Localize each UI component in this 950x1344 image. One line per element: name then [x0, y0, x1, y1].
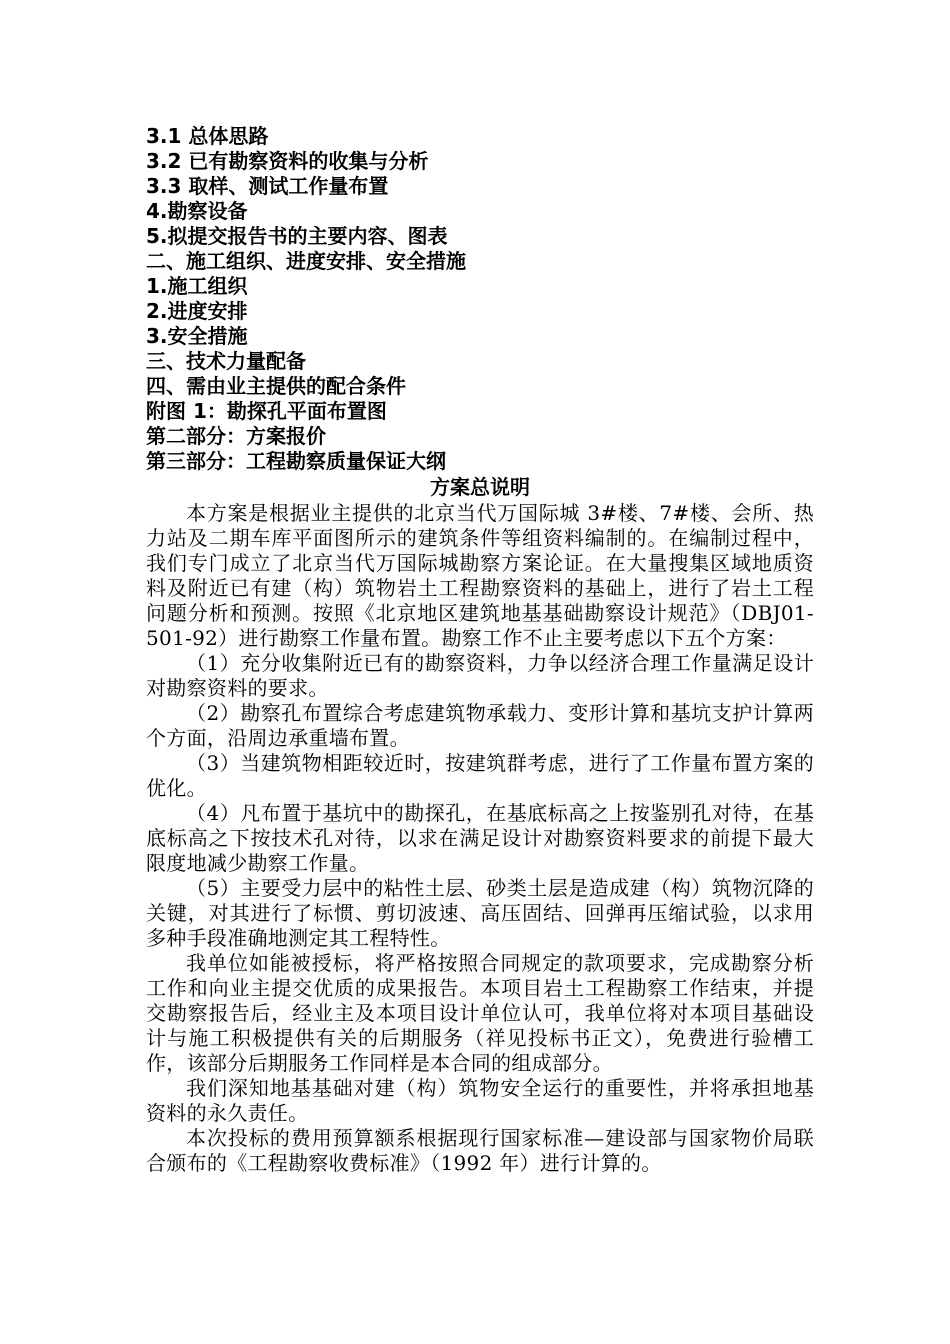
- toc-item: 3.1 总体思路: [146, 124, 269, 148]
- toc-item: 2.进度安排: [146, 299, 248, 323]
- toc-item: 4.勘察设备: [146, 199, 248, 223]
- toc-item: 三、技术力量配备: [146, 349, 306, 373]
- paragraph: 本方案是根据业主提供的北京当代万国际城 3#楼、7#楼、会所、热力站及二期车库平面图所示的建筑条件等组资料编制的。在编制过程中，我们专门成立了北京当代万国际城勘察方案论证。在大量搜集区域地质资料及附近已有建（构）筑物岩土工程勘察资料的基础上，进行了岩土工程问题分析和预测。按照《北京地区建筑地基基础勘察设计规范》（DBJ01-501-92）进行勘察工作量布置。勘察工作不止主要考虑以下五个方案：: [146, 501, 814, 650]
- paragraph: （2）勘察孔布置综合考虑建筑物承载力、变形计算和基坑支护计算两个方面，沿周边承重墙布置。: [146, 701, 814, 750]
- paragraph: （1）充分收集附近已有的勘察资料，力争以经济合理工作量满足设计对勘察资料的要求。: [146, 651, 814, 700]
- section-title: 方案总说明: [430, 475, 530, 499]
- document-page: [146, 124, 814, 1176]
- table-of-contents: [146, 124, 814, 474]
- paragraph: （5）主要受力层中的粘性土层、砂类土层是造成建（构）筑物沉降的关键，对其进行了标惯、剪切波速、高压固结、回弹再压缩试验，以求用多种手段准确地测定其工程特性。: [146, 876, 814, 950]
- toc-item: 5.拟提交报告书的主要内容、图表: [146, 224, 448, 248]
- body-text: [146, 501, 814, 1176]
- paragraph: 我们深知地基基础对建（构）筑物安全运行的重要性，并将承担地基资料的永久责任。: [146, 1076, 814, 1125]
- toc-item: 3.2 已有勘察资料的收集与分析: [146, 149, 429, 173]
- toc-item: 3.3 取样、测试工作量布置: [146, 174, 389, 198]
- toc-item: 第三部分：工程勘察质量保证大纲: [146, 449, 446, 473]
- paragraph: （4）凡布置于基坑中的勘探孔，在基底标高之上按鉴别孔对待，在基底标高之下按技术孔对待，以求在满足设计对勘察资料要求的前提下最大限度地减少勘察工作量。: [146, 801, 814, 875]
- paragraph: （3）当建筑物相距较近时，按建筑群考虑，进行了工作量布置方案的优化。: [146, 751, 814, 800]
- toc-item: 3.安全措施: [146, 324, 248, 348]
- paragraph: 本次投标的费用预算额系根据现行国家标准—建设部与国家物价局联合颁布的《工程勘察收费标准》（1992 年）进行计算的。: [146, 1126, 814, 1175]
- toc-item: 二、施工组织、进度安排、安全措施: [146, 249, 466, 273]
- toc-item: 1.施工组织: [146, 274, 248, 298]
- toc-item: 附图 1：勘探孔平面布置图: [146, 399, 387, 423]
- toc-item: 第二部分：方案报价: [146, 424, 326, 448]
- paragraph: 我单位如能被授标，将严格按照合同规定的款项要求，完成勘察分析工作和向业主提交优质的成果报告。本项目岩土工程勘察工作结束，并提交勘察报告后，经业主及本项目设计单位认可，我单位将对本项目基础设计与施工积极提供有关的后期服务（祥见投标书正文），免费进行验槽工作，该部分后期服务工作同样是本合同的组成部分。: [146, 951, 814, 1075]
- toc-item: 四、需由业主提供的配合条件: [146, 374, 406, 398]
